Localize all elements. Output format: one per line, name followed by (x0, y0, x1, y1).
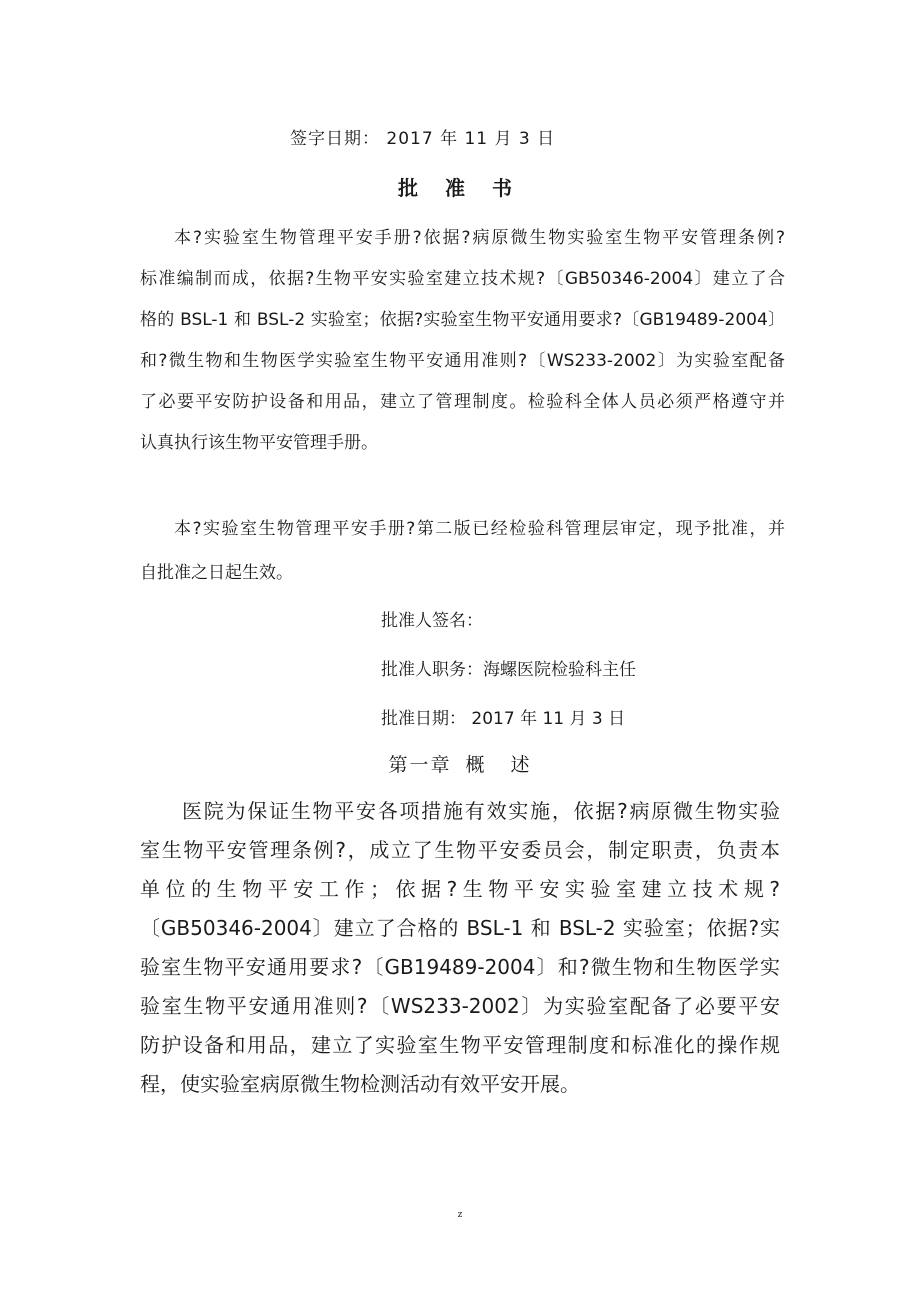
approval-paragraph-1 (140, 218, 785, 464)
paragraph-line: 医院为保证生物平安各项措施有效实施，依据?病原微生物实验 (182, 799, 780, 823)
approver-signature-label: 批准人签名： (381, 611, 483, 631)
paragraph-line: 单位的生物平安工作；依据?生物平安实验室建立技术规? (140, 877, 780, 901)
approval-paragraph-2 (140, 507, 785, 595)
paragraph-line: 室生物平安管理条例?，成立了生物平安委员会，制定职责，负责本 (140, 838, 780, 862)
paragraph-line: 了必要平安防护设备和用品，建立了管理制度。检验科全体人员必须严格遵守并 (140, 392, 785, 412)
paragraph-line: 程，使实验室病原微生物检测活动有效平安开展。 (140, 1072, 580, 1096)
sign-date-top: 签字日期： 2017 年 11 月 3 日 (290, 129, 556, 149)
approver-position: 批准人职务：海螺医院检验科主任 (381, 660, 636, 680)
paragraph-line: 〔GB50346-2004〕建立了合格的 BSL-1 和 BSL-2 实验室；依据?实 (140, 916, 780, 940)
page-title: 批 准 书 (398, 176, 522, 200)
paragraph-line: 标准编制而成，依据?生物平安实验室建立技术规?〔GB50346-2004〕建立了合 (140, 269, 785, 289)
paragraph-line: 格的 BSL-1 和 BSL-2 实验室；依据?实验室生物平安通用要求?〔GB19489-2004〕 (140, 310, 785, 330)
page-number: z (457, 1210, 463, 1220)
paragraph-line: 本?实验室生物管理平安手册?第二版已经检验科管理层审定，现予批准，并 (174, 519, 785, 539)
chapter-title-char-1: 概 (465, 754, 487, 776)
chapter-number: 第一章 (388, 754, 452, 776)
approval-date: 批准日期： 2017 年 11 月 3 日 (381, 709, 626, 729)
chapter-heading (0, 750, 920, 777)
paragraph-line: 和?微生物和生物医学实验室生物平安通用准则?〔WS233-2002〕为实验室配备 (140, 351, 785, 371)
paragraph-line: 验室生物平安通用要求?〔GB19489-2004〕和?微生物和生物医学实 (140, 955, 780, 979)
overview-paragraph (140, 792, 780, 1104)
paragraph-line: 验室生物平安通用准则?〔WS233-2002〕为实验室配备了必要平安 (140, 994, 780, 1018)
paragraph-line: 本?实验室生物管理平安手册?依据?病原微生物实验室生物平安管理条例? (174, 228, 785, 248)
paragraph-line: 认真执行该生物平安管理手册。 (140, 433, 378, 453)
chapter-title-char-2: 述 (510, 754, 532, 776)
paragraph-line: 防护设备和用品，建立了实验室生物平安管理制度和标准化的操作规 (140, 1033, 780, 1057)
paragraph-line: 自批准之日起生效。 (140, 563, 293, 583)
